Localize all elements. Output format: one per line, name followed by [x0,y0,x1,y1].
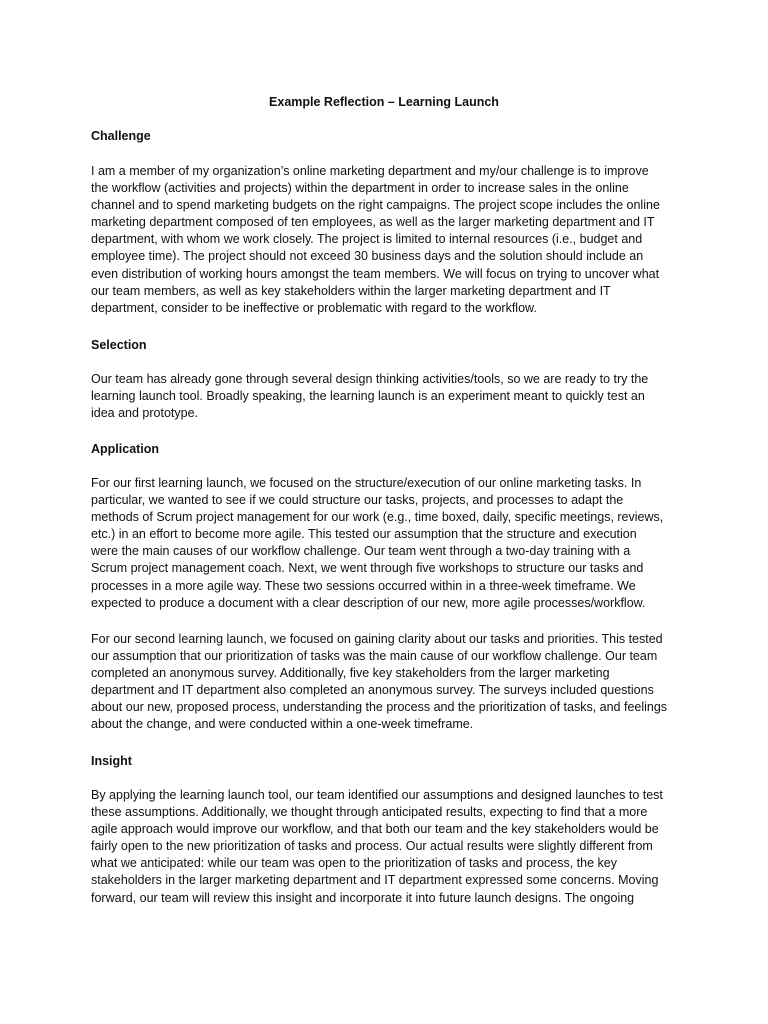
paragraph-line: employee time). The project should not exceed 30 business days and the solution should include an [91,249,644,264]
paragraph-line: were the main causes of our workflow challenge. Our team went through a two-day training with a [91,544,631,559]
paragraph-line: stakeholders in the larger marketing department and IT department expressed some concerns. Moving [91,873,659,888]
paragraph-line: agile approach would improve our workflow, and that both our team and the key stakeholders would be [91,822,659,837]
paragraph-line: department and IT department also completed an anonymous survey. The surveys included questions [91,683,654,698]
paragraph-line: For our second learning launch, we focused on gaining clarity about our tasks and priorities. This tested [91,632,663,646]
paragraph-line: channel and to spend marketing budgets on the right campaigns. The project scope includes the online [91,198,660,213]
paragraph-line: I am a member of my organization’s online marketing department and my/our challenge is to improve [91,164,649,178]
paragraph-line: completed an anonymous survey. Additionally, five key stakeholders from the larger marketing [91,666,610,681]
paragraph-line: expected to produce a document with a clear description of our new, more agile processes/workflow. [91,595,646,610]
paragraph-line: the workflow (activities and projects) within the department in order to increase sales in the online [91,181,629,196]
paragraph-line: department, consider to be ineffective or problematic with regard to the workflow. [91,300,537,315]
paragraph-line: idea and prototype. [91,406,199,421]
document-title: Example Reflection – Learning Launch [269,95,499,109]
paragraph-line: department, with whom we work closely. The project is limited to internal resources (i.e., budget and [91,232,643,247]
paragraph-line: Our team has already gone through several design thinking activities/tools, so we are ready to try the [91,372,649,386]
paragraph-line: about the change, and were conducted within a one-week timeframe. [91,717,474,732]
paragraph-line: even distribution of working hours amongst the team members. We will focus on trying to uncover what [91,266,660,281]
heading-application: Application [91,442,160,456]
paragraph-line: forward, our team will review this insight and incorporate it into future launch designs. The ongoing [91,890,635,905]
paragraph-line: Scrum project management coach. Next, we went through five workshops to structure our tasks and [91,561,644,576]
paragraph-application-1 [91,475,681,612]
heading-selection: Selection [91,338,147,352]
paragraph-selection [91,371,681,422]
paragraph-application-2 [91,631,681,734]
paragraph-line: learning launch tool. Broadly speaking, the learning launch is an experiment meant to quickly test an [91,389,645,404]
paragraph-line: methods of Scrum project management for our work (e.g., time boxed, daily, specific meetings, reviews, [91,510,664,525]
paragraph-line: processes in a more agile way. These two sessions occurred within in a three-week timeframe. We [91,578,636,593]
paragraph-line: our assumption that our prioritization of tasks was the main cause of our workflow challenge. Our team [91,649,658,664]
paragraph-insight [91,787,681,907]
heading-challenge: Challenge [91,129,151,143]
paragraph-line: what we anticipated: while our team was open to the prioritization of tasks and process, the key [91,856,617,871]
paragraph-line: etc.) in an effort to become more agile. This tested our assumption that the structure and execution [91,527,637,542]
paragraph-line: fairly open to the new prioritization of tasks and process. Our actual results were slightly different from [91,839,653,854]
heading-insight: Insight [91,754,132,768]
paragraph-line: these assumptions. Additionally, we thought through anticipated results, expecting to find that a more [91,805,648,820]
paragraph-line: marketing department composed of ten employees, as well as the larger marketing department and IT [91,215,655,230]
paragraph-line: about our new, proposed process, understanding the process and the prioritization of tasks, and feelings [91,700,668,715]
paragraph-line: By applying the learning launch tool, our team identified our assumptions and designed launches to test [91,788,663,802]
paragraph-line: our team members, as well as key stakeholders within the larger marketing department and IT [91,283,611,298]
paragraph-line: particular, we wanted to see if we could structure our tasks, projects, and processes to adapt the [91,493,624,508]
paragraph-line: For our first learning launch, we focused on the structure/execution of our online marketing tasks. In [91,476,642,490]
paragraph-challenge [91,163,681,317]
